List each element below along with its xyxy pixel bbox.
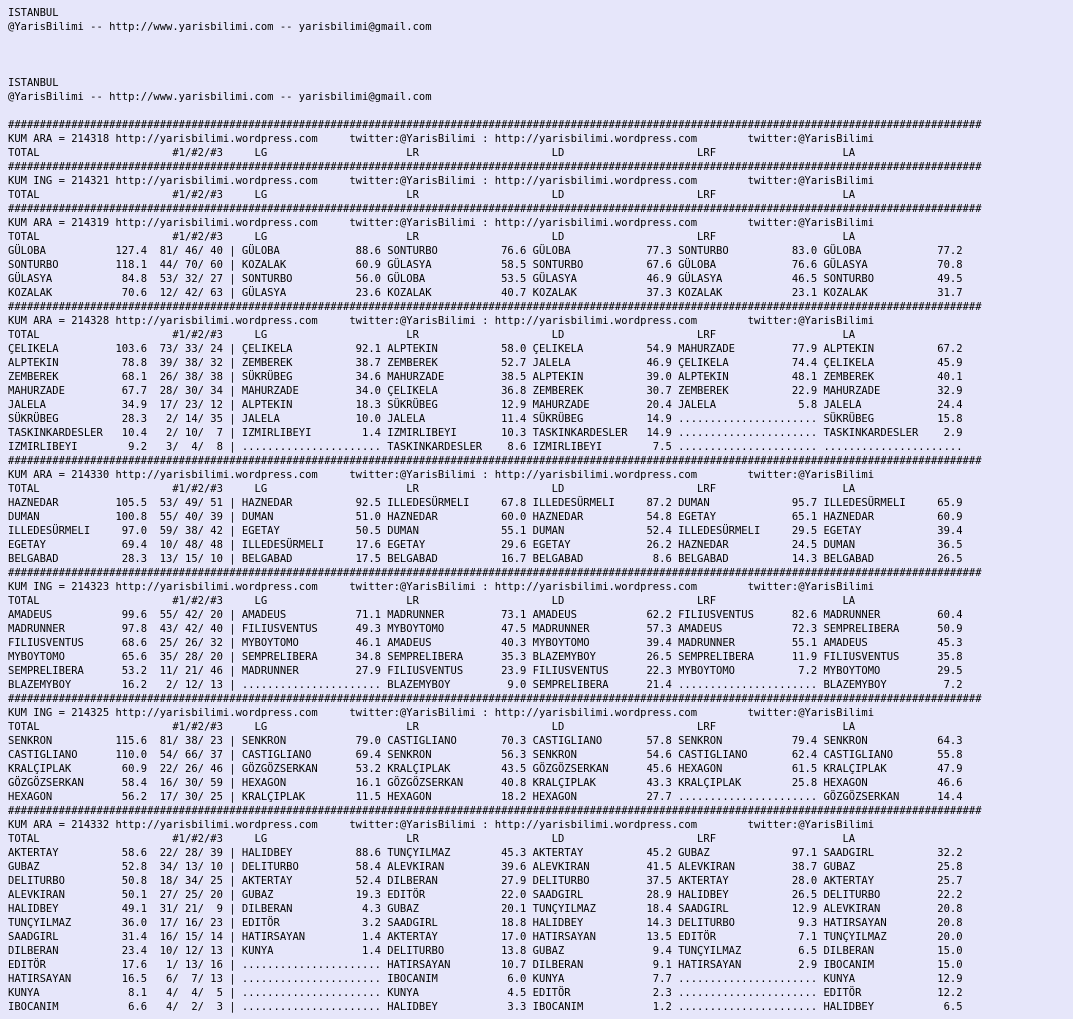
table-row: GÜLASYA 84.8 53/ 32/ 27 | SONTURBO 56.0 GÜLOBA 53.5 GÜLASYA 46.9 GÜLASYA 46.5 SONTURBO 49.5	[8, 273, 963, 285]
table-row: GÜLOBA 127.4 81/ 46/ 40 | GÜLOBA 88.6 SONTURBO 76.6 GÜLOBA 77.3 SONTURBO 83.0 GÜLOBA 77.2	[8, 245, 963, 257]
race-header-line: KUM ING = 214325 http://yarisbilimi.wordpress.com twitter:@YarisBilimi : http://yarisbilimi.wordpress.com twitter:@YarisBilimi	[8, 707, 875, 719]
column-header-line: TOTAL #1/#2/#3 LG LR LD LRF LA	[8, 833, 856, 845]
table-row: KUNYA 8.1 4/ 4/ 5 | ...................... KUNYA 4.5 EDITÖR 2.3 ...................... EDITÖR 12.2	[8, 987, 963, 999]
blank-line	[8, 48, 1073, 62]
table-row: SEMPRELIBERA 53.2 11/ 21/ 46 | MADRUNNER 27.9 FILIUSVENTUS 23.9 FILIUSVENTUS 22.3 MYBOYTOMO 7.2 MYBOYTOMO 29.5	[8, 665, 963, 677]
column-header-line: TOTAL #1/#2/#3 LG LR LD LRF LA	[8, 189, 856, 201]
separator-line: ##########################################################################################################################################################	[8, 119, 982, 131]
column-header-line: TOTAL #1/#2/#3 LG LR LD LRF LA	[8, 721, 856, 733]
column-header-line: TOTAL #1/#2/#3 LG LR LD LRF LA	[8, 231, 856, 243]
separator-line: ##########################################################################################################################################################	[8, 301, 982, 313]
table-row: CASTIGLIANO 110.0 54/ 66/ 37 | CASTIGLIANO 69.4 SENKRON 56.3 SENKRON 54.6 CASTIGLIANO 62.4 CASTIGLIANO 55.8	[8, 749, 963, 761]
table-row: TUNÇYILMAZ 36.0 17/ 16/ 23 | EDITÖR 3.2 SAADGIRL 18.8 HALIDBEY 14.3 DELITURBO 9.3 HATIRSAYAN 20.8	[8, 917, 963, 929]
blank-line	[8, 104, 1073, 118]
table-row: ALEVKIRAN 50.1 27/ 25/ 20 | GUBAZ 19.3 EDITÖR 22.0 SAADGIRL 28.9 HALIDBEY 26.5 DELITURBO 22.2	[8, 889, 963, 901]
table-row: TASKINKARDESLER 10.4 2/ 10/ 7 | IZMIRLIBEYI 1.4 IZMIRLIBEYI 10.3 TASKINKARDESLER 14.9 ...................... TASKINKARDESLER 2.9	[8, 427, 963, 439]
table-row: SÜKRÜBEG 28.3 2/ 14/ 35 | JALELA 10.0 JALELA 11.4 SÜKRÜBEG 14.9 ...................... SÜKRÜBEG 15.8	[8, 413, 963, 425]
race-header-line: KUM ARA = 214319 http://yarisbilimi.wordpress.com twitter:@YarisBilimi : http://yarisbilimi.wordpress.com twitter:@YarisBilimi	[8, 217, 875, 229]
column-header-line: TOTAL #1/#2/#3 LG LR LD LRF LA	[8, 329, 856, 341]
contact-line: @YarisBilimi -- http://www.yarisbilimi.com -- yarisbilimi@gmail.com	[8, 21, 432, 33]
race-header-line: KUM ARA = 214318 http://yarisbilimi.wordpress.com twitter:@YarisBilimi : http://yarisbilimi.wordpress.com twitter:@YarisBilimi	[8, 133, 875, 145]
separator-line: ##########################################################################################################################################################	[8, 805, 982, 817]
table-row: ALPTEKIN 78.8 39/ 38/ 32 | ZEMBEREK 38.7 ZEMBEREK 52.7 JALELA 46.9 ÇELIKELA 74.4 ÇELIKELA 45.9	[8, 357, 963, 369]
table-row: HEXAGON 56.2 17/ 30/ 25 | KRALÇIPLAK 11.5 HEXAGON 18.2 HEXAGON 27.7 ...................... GÖZGÖZSERKAN 14.4	[8, 791, 963, 803]
table-row: BLAZEMYBOY 16.2 2/ 12/ 13 | ...................... BLAZEMYBOY 9.0 SEMPRELIBERA 21.4 ...................... BLAZEMYBOY 7.2	[8, 679, 963, 691]
table-row: ÇELIKELA 103.6 73/ 33/ 24 | ÇELIKELA 92.1 ALPTEKIN 58.0 ÇELIKELA 54.9 MAHURZADE 77.9 ALPTEKIN 67.2	[8, 343, 963, 355]
table-row: SENKRON 115.6 81/ 38/ 23 | SENKRON 79.0 CASTIGLIANO 70.3 CASTIGLIANO 57.8 SENKRON 79.4 SENKRON 64.3	[8, 735, 963, 747]
table-row: GÖZGÖZSERKAN 58.4 16/ 30/ 59 | HEXAGON 16.1 GÖZGÖZSERKAN 40.8 KRALÇIPLAK 43.3 KRALÇIPLAK 25.8 HEXAGON 46.6	[8, 777, 963, 789]
race-header-line: KUM ING = 214321 http://yarisbilimi.wordpress.com twitter:@YarisBilimi : http://yarisbilimi.wordpress.com twitter:@YarisBilimi	[8, 175, 875, 187]
city-title: ISTANBUL	[8, 7, 59, 19]
race-header-line: KUM ARA = 214330 http://yarisbilimi.wordpress.com twitter:@YarisBilimi : http://yarisbilimi.wordpress.com twitter:@YarisBilimi	[8, 469, 875, 481]
table-row: ILLEDESÜRMELI 97.0 59/ 38/ 42 | EGETAY 50.5 DUMAN 55.1 DUMAN 52.4 ILLEDESÜRMELI 29.5 EGETAY 39.4	[8, 525, 963, 537]
table-row: HATIRSAYAN 16.5 6/ 7/ 13 | ...................... IBOCANIM 6.0 KUNYA 7.7 ...................... KUNYA 12.9	[8, 973, 963, 985]
table-row: DILBERAN 23.4 10/ 12/ 13 | KUNYA 1.4 DELITURBO 13.8 GUBAZ 9.4 TUNÇYILMAZ 6.5 DILBERAN 15.0	[8, 945, 963, 957]
table-row: BELGABAD 28.3 13/ 15/ 10 | BELGABAD 17.5 BELGABAD 16.7 BELGABAD 8.6 BELGABAD 14.3 BELGABAD 26.5	[8, 553, 963, 565]
race-header-line: KUM ARA = 214328 http://yarisbilimi.wordpress.com twitter:@YarisBilimi : http://yarisbilimi.wordpress.com twitter:@YarisBilimi	[8, 315, 875, 327]
separator-line: ##########################################################################################################################################################	[8, 567, 982, 579]
column-header-line: TOTAL #1/#2/#3 LG LR LD LRF LA	[8, 595, 856, 607]
table-row: EDITÖR 17.6 1/ 13/ 16 | ...................... HATIRSAYAN 10.7 DILBERAN 9.1 HATIRSAYAN 2.9 IBOCANIM 15.0	[8, 959, 963, 971]
column-header-line: TOTAL #1/#2/#3 LG LR LD LRF LA	[8, 147, 856, 159]
table-row: AMADEUS 99.6 55/ 42/ 20 | AMADEUS 71.1 MADRUNNER 73.1 AMADEUS 62.2 FILIUSVENTUS 82.6 MADRUNNER 60.4	[8, 609, 963, 621]
separator-line: ##########################################################################################################################################################	[8, 693, 982, 705]
table-row: MADRUNNER 97.8 43/ 42/ 40 | FILIUSVENTUS 49.3 MYBOYTOMO 47.5 MADRUNNER 57.3 AMADEUS 72.3 SEMPRELIBERA 50.9	[8, 623, 963, 635]
city-title: ISTANBUL	[8, 77, 59, 89]
table-row: DUMAN 100.8 55/ 40/ 39 | DUMAN 51.0 HAZNEDAR 60.0 HAZNEDAR 54.8 EGETAY 65.1 HAZNEDAR 60.9	[8, 511, 963, 523]
table-row: HALIDBEY 49.1 31/ 21/ 9 | DILBERAN 4.3 GUBAZ 20.1 TUNÇYILMAZ 18.4 SAADGIRL 12.9 ALEVKIRAN 20.8	[8, 903, 963, 915]
table-row: HAZNEDAR 105.5 53/ 49/ 51 | HAZNEDAR 92.5 ILLEDESÜRMELI 67.8 ILLEDESÜRMELI 87.2 DUMAN 95.7 ILLEDESÜRMELI 65.9	[8, 497, 963, 509]
table-row: KRALÇIPLAK 60.9 22/ 26/ 46 | GÖZGÖZSERKAN 53.2 KRALÇIPLAK 43.5 GÖZGÖZSERKAN 45.6 HEXAGON 61.5 KRALÇIPLAK 47.9	[8, 763, 963, 775]
table-row: AKTERTAY 58.6 22/ 28/ 39 | HALIDBEY 88.6 TUNÇYILMAZ 45.3 AKTERTAY 45.2 GUBAZ 97.1 SAADGIRL 32.2	[8, 847, 963, 859]
table-row: MAHURZADE 67.7 28/ 30/ 34 | MAHURZADE 34.0 ÇELIKELA 36.8 ZEMBEREK 30.7 ZEMBEREK 22.9 MAHURZADE 32.9	[8, 385, 963, 397]
table-row: ZEMBEREK 68.1 26/ 38/ 38 | SÜKRÜBEG 34.6 MAHURZADE 38.5 ALPTEKIN 39.0 ALPTEKIN 48.1 ZEMBEREK 40.1	[8, 371, 963, 383]
blank-line	[8, 62, 1073, 76]
separator-line: ##########################################################################################################################################################	[8, 203, 982, 215]
separator-line: ##########################################################################################################################################################	[8, 161, 982, 173]
column-header-line: TOTAL #1/#2/#3 LG LR LD LRF LA	[8, 483, 856, 495]
contact-line: @YarisBilimi -- http://www.yarisbilimi.com -- yarisbilimi@gmail.com	[8, 91, 432, 103]
separator-line: ##########################################################################################################################################################	[8, 455, 982, 467]
table-row: FILIUSVENTUS 68.6 25/ 26/ 32 | MYBOYTOMO 46.1 AMADEUS 40.3 MYBOYTOMO 39.4 MADRUNNER 55.1 AMADEUS 45.3	[8, 637, 963, 649]
table-row: KOZALAK 70.6 12/ 42/ 63 | GÜLASYA 23.6 KOZALAK 40.7 KOZALAK 37.3 KOZALAK 23.1 KOZALAK 31.7	[8, 287, 963, 299]
table-row: EGETAY 69.4 10/ 48/ 48 | ILLEDESÜRMELI 17.6 EGETAY 29.6 EGETAY 26.2 HAZNEDAR 24.5 DUMAN 36.5	[8, 539, 963, 551]
table-row: SAADGIRL 31.4 16/ 15/ 14 | HATIRSAYAN 1.4 AKTERTAY 17.0 HATIRSAYAN 13.5 EDITÖR 7.1 TUNÇYILMAZ 20.0	[8, 931, 963, 943]
table-row: DELITURBO 50.8 18/ 34/ 25 | AKTERTAY 52.4 DILBERAN 27.9 DELITURBO 37.5 AKTERTAY 28.0 AKTERTAY 25.7	[8, 875, 963, 887]
table-row: SONTURBO 118.1 44/ 70/ 60 | KOZALAK 60.9 GÜLASYA 58.5 SONTURBO 67.6 GÜLOBA 76.6 GÜLASYA 70.8	[8, 259, 963, 271]
table-row: JALELA 34.9 17/ 23/ 12 | ALPTEKIN 18.3 SÜKRÜBEG 12.9 MAHURZADE 20.4 JALELA 5.8 JALELA 24.4	[8, 399, 963, 411]
table-row: GUBAZ 52.8 34/ 13/ 10 | DELITURBO 58.4 ALEVKIRAN 39.6 ALEVKIRAN 41.5 ALEVKIRAN 38.7 GUBAZ 25.8	[8, 861, 963, 873]
blank-line	[8, 34, 1073, 48]
table-row: IZMIRLIBEYI 9.2 3/ 4/ 8 | ...................... TASKINKARDESLER 8.6 IZMIRLIBEYI 7.5 ...................... ......................	[8, 441, 963, 453]
table-row: MYBOYTOMO 65.6 35/ 28/ 20 | SEMPRELIBERA 34.8 SEMPRELIBERA 35.3 BLAZEMYBOY 26.5 SEMPRELIBERA 11.9 FILIUSVENTUS 35.8	[8, 651, 963, 663]
table-row: IBOCANIM 6.6 4/ 2/ 3 | ...................... HALIDBEY 3.3 IBOCANIM 1.2 ...................... HALIDBEY 6.5	[8, 1001, 963, 1013]
race-header-line: KUM ING = 214323 http://yarisbilimi.wordpress.com twitter:@YarisBilimi : http://yarisbilimi.wordpress.com twitter:@YarisBilimi	[8, 581, 875, 593]
race-header-line: KUM ARA = 214332 http://yarisbilimi.wordpress.com twitter:@YarisBilimi : http://yarisbilimi.wordpress.com twitter:@YarisBilimi	[8, 819, 875, 831]
